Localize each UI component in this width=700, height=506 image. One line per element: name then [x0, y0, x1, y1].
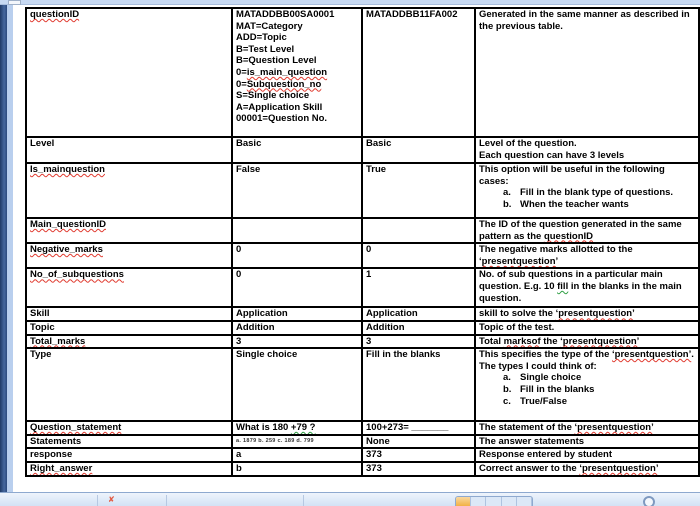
cell-Main_questionID-description[interactable]: [475, 218, 699, 243]
text-line: [236, 422, 358, 434]
text-segment: Topic: [30, 321, 55, 333]
question-details-table: [25, 7, 700, 477]
table-row: [26, 163, 699, 218]
table-row: [26, 268, 699, 307]
text-line: [366, 349, 471, 361]
text-line: [366, 9, 471, 21]
misspelled-text: questionID: [543, 230, 594, 242]
cell-No_of_subquestions-question2[interactable]: [362, 268, 475, 307]
list-marker: a.: [503, 372, 511, 384]
text-line: [366, 138, 471, 150]
cell-response-question2[interactable]: [362, 448, 475, 462]
cell-Negative_marks-question1[interactable]: [232, 243, 362, 268]
status-bar: [0, 492, 700, 506]
text-line: [236, 436, 358, 447]
view-print-layout-button[interactable]: [456, 497, 471, 506]
status-separator: [166, 495, 167, 506]
text-segment: When the teacher wants: [520, 198, 629, 210]
misspelled-text: Question_statement: [30, 422, 122, 434]
text-segment: No. of sub questions in a particular main question. E.g. 10: [479, 269, 663, 292]
text-segment: Basic: [366, 138, 392, 149]
text-line: [479, 9, 695, 32]
text-segment: 1: [366, 269, 372, 281]
cell-Statements-description[interactable]: [475, 435, 699, 449]
window-left-border: [0, 0, 7, 494]
text-segment: The types I could think of:: [479, 360, 597, 372]
text-segment: Statements: [30, 435, 82, 447]
cell-Is_mainquestion-question2[interactable]: [362, 163, 475, 218]
text-segment: This specifies the type of the: [479, 349, 613, 361]
cell-questionID-question1[interactable]: [232, 8, 362, 137]
text-segment: What is 180: [236, 422, 291, 434]
cell-Question_statement-question2[interactable]: [362, 421, 475, 435]
cell-questionID-question2[interactable]: [362, 8, 475, 137]
text-line: [479, 349, 695, 361]
text-line: [479, 138, 695, 150]
text-line: [366, 269, 471, 281]
text-segment: Application: [366, 308, 418, 320]
text-segment: Basic: [236, 138, 262, 149]
view-draft-button[interactable]: [517, 497, 532, 506]
text-segment: MAT=Category: [236, 20, 303, 32]
misspelled-text: ‘presentquestion’: [612, 349, 692, 361]
cell-Level-question1[interactable]: [232, 137, 362, 163]
table-row: [26, 462, 699, 476]
misspelled-text: +79 ?: [290, 422, 316, 434]
text-segment: Level of the question.: [479, 138, 577, 149]
cell-Main_questionID-question2[interactable]: [362, 218, 475, 243]
table-row: [26, 435, 699, 449]
cell-response-description[interactable]: [475, 448, 699, 462]
cell-Level-description[interactable]: [475, 137, 699, 163]
text-segment: 3: [236, 335, 242, 347]
text-segment: 00001=Question No.: [236, 113, 328, 125]
text-segment: True/False: [520, 395, 567, 407]
text-line: [30, 322, 228, 334]
text-line: [236, 138, 358, 150]
cell-Main_questionID-question1[interactable]: [232, 218, 362, 243]
cell-Level-field[interactable]: [26, 137, 232, 163]
text-segment: Topic of the test.: [479, 321, 555, 333]
text-segment: the: [540, 335, 561, 347]
text-line: [30, 463, 228, 475]
text-segment: None: [366, 435, 390, 447]
text-line: [30, 269, 228, 281]
text-segment: MATADDBB11FA002: [366, 9, 458, 20]
text-segment: Generated in the same manner as described in the previous table.: [479, 9, 690, 32]
text-segment: b: [236, 462, 242, 474]
text-line: [366, 164, 471, 176]
text-line: [479, 449, 695, 461]
cell-questionID-field[interactable]: [26, 8, 232, 137]
text-segment: a: [236, 449, 242, 461]
cell-Type-description[interactable]: [475, 348, 699, 421]
text-line: [236, 32, 358, 44]
cell-Main_questionID-field[interactable]: [26, 218, 232, 243]
table-row: [26, 307, 699, 321]
text-line: [479, 361, 695, 373]
text-segment: 0=: [236, 78, 247, 90]
misspelled-text: Total_marks: [30, 335, 86, 347]
text-segment: 0: [236, 244, 242, 256]
text-segment: 0: [366, 244, 372, 256]
cell-Skill-field[interactable]: [26, 307, 232, 321]
misspelled-text: fill: [557, 280, 569, 292]
cell-Question_statement-description[interactable]: [475, 421, 699, 435]
text-segment: Application: [236, 308, 288, 320]
text-segment: Fill in the blank type of questions.: [520, 187, 674, 199]
text-segment: Total: [479, 335, 504, 347]
text-line: [479, 164, 695, 187]
text-segment: B=Test Level: [236, 43, 295, 55]
cell-Type-question2[interactable]: [362, 348, 475, 421]
text-segment: Fill in the blanks: [520, 383, 595, 395]
text-line: [236, 9, 358, 21]
cell-Topic-field[interactable]: [26, 321, 232, 335]
text-line: [479, 244, 695, 267]
table-row: [26, 218, 699, 243]
text-line: [236, 463, 358, 475]
misspelled-text: Is_mainquestion: [30, 164, 105, 175]
text-segment: 373: [366, 449, 382, 461]
misspelled-text: Right_answer: [30, 462, 93, 474]
view-web-layout-button[interactable]: [486, 497, 501, 506]
text-segment: ADD=Topic: [236, 32, 287, 44]
status-separator: [303, 495, 304, 506]
text-segment: S=Single choice: [236, 90, 310, 102]
text-segment: response: [30, 449, 73, 461]
text-line: [503, 199, 695, 211]
text-line: [30, 164, 228, 176]
text-segment: Response entered by student: [479, 449, 613, 461]
text-line: [30, 336, 228, 348]
text-line: [366, 244, 471, 256]
text-line: [479, 463, 695, 475]
text-segment: MATADDBB00SA0001: [236, 9, 335, 20]
text-line: [503, 372, 695, 384]
table-row: [26, 348, 699, 421]
misspelled-text: Negative_marks: [30, 244, 103, 256]
list-marker: a.: [503, 187, 511, 199]
text-segment: B=Question Level: [236, 55, 317, 67]
cell-Negative_marks-question2[interactable]: [362, 243, 475, 268]
misspelled-text: ‘presentquestion’: [555, 308, 635, 320]
text-line: [479, 322, 695, 334]
text-segment: The answer statements: [479, 435, 585, 447]
text-segment: The statement of the: [479, 422, 575, 434]
list-marker: b.: [503, 383, 512, 395]
text-line: [30, 219, 228, 231]
text-line: [366, 336, 471, 348]
zoom-slider-knob[interactable]: [643, 496, 655, 506]
text-line: [236, 67, 358, 79]
text-segment: Correct answer to the: [479, 462, 580, 474]
text-line: [236, 113, 358, 125]
misspelled-text: ‘presentquestion’: [560, 335, 640, 347]
text-line: [366, 463, 471, 475]
text-line: [30, 436, 228, 448]
text-segment: Type: [30, 349, 52, 361]
cell-response-question1[interactable]: [232, 448, 362, 462]
text-line: [503, 384, 695, 396]
text-line: [503, 396, 695, 408]
text-segment: Addition: [366, 321, 405, 333]
cell-Is_mainquestion-description[interactable]: [475, 163, 699, 218]
misspelled-text: ‘presentquestion’: [579, 462, 659, 474]
text-segment: Fill in the blanks: [366, 349, 441, 361]
misspelled-text: ‘presentquestion’: [574, 422, 654, 434]
text-line: [479, 269, 695, 304]
text-line: [236, 79, 358, 91]
text-line: [366, 449, 471, 461]
view-full-screen-reading-button[interactable]: [471, 497, 486, 506]
text-line: [503, 187, 695, 199]
text-segment: Single choice: [236, 349, 298, 361]
cell-Question_statement-field[interactable]: [26, 421, 232, 435]
table-row: [26, 335, 699, 349]
doc-table-body: [26, 8, 699, 476]
view-outline-button[interactable]: [502, 497, 517, 506]
misspelled-text: marksof: [503, 335, 541, 347]
text-segment: 100+273= _______: [366, 422, 449, 434]
text-line: [236, 336, 358, 348]
cell-No_of_subquestions-question1[interactable]: [232, 268, 362, 307]
text-line: [236, 449, 358, 461]
text-line: [30, 422, 228, 434]
text-line: [236, 21, 358, 33]
misspelled-text: ‘presentquestion’: [479, 255, 559, 267]
text-segment: Each question can have 3 levels: [479, 149, 625, 161]
text-segment: True: [366, 164, 387, 175]
text-segment: The negative marks allotted to the: [479, 244, 633, 256]
cell-Skill-question1[interactable]: [232, 307, 362, 321]
text-line: [30, 244, 228, 256]
cell-response-field[interactable]: [26, 448, 232, 462]
cell-Total_marks-question1[interactable]: [232, 335, 362, 349]
text-line: [236, 244, 358, 256]
cell-Topic-description[interactable]: [475, 321, 699, 335]
list-marker: c.: [503, 395, 511, 407]
text-line: [236, 55, 358, 67]
view-buttons-group: [455, 496, 533, 506]
cell-Right_answer-question1[interactable]: [232, 462, 362, 476]
cell-Total_marks-description[interactable]: [475, 335, 699, 349]
cell-Skill-description[interactable]: [475, 307, 699, 321]
text-line: [479, 150, 695, 162]
proofing-error-icon[interactable]: ✘: [108, 495, 115, 504]
text-line: [236, 90, 358, 102]
misspelled-text: No_of_subquestions: [30, 269, 124, 281]
text-line: [479, 308, 695, 320]
text-line: [236, 102, 358, 114]
text-line: [479, 422, 695, 434]
cell-Statements-question1[interactable]: [232, 435, 362, 449]
cell-Statements-question2[interactable]: [362, 435, 475, 449]
table-row: [26, 243, 699, 268]
table-row: [26, 448, 699, 462]
status-separator: [97, 495, 98, 506]
text-segment: 0: [236, 269, 242, 281]
text-segment: a. 1879 b. 259 c. 189 d. 799: [236, 437, 314, 444]
text-segment: The ID of the question generated in the same pattern as the: [479, 219, 682, 242]
text-segment: 373: [366, 462, 382, 474]
text-segment: skill to solve the: [479, 308, 556, 320]
table-row: [26, 8, 699, 137]
cell-Negative_marks-field[interactable]: [26, 243, 232, 268]
cell-Skill-question2[interactable]: [362, 307, 475, 321]
text-segment: False: [236, 164, 261, 175]
text-line: [366, 322, 471, 334]
cell-Total_marks-question2[interactable]: [362, 335, 475, 349]
cell-Question_statement-question1[interactable]: [232, 421, 362, 435]
text-segment: Addition: [236, 321, 275, 333]
text-line: [366, 436, 471, 448]
table-row: [26, 137, 699, 163]
text-line: [479, 436, 695, 448]
text-line: [479, 219, 695, 242]
text-line: [236, 164, 358, 176]
cell-Level-question2[interactable]: [362, 137, 475, 163]
cell-Topic-question1[interactable]: [232, 321, 362, 335]
text-segment: Level: [30, 138, 55, 149]
text-line: [236, 322, 358, 334]
cell-Is_mainquestion-question1[interactable]: [232, 163, 362, 218]
cell-Topic-question2[interactable]: [362, 321, 475, 335]
text-line: [30, 449, 228, 461]
table-row: [26, 321, 699, 335]
cell-Right_answer-question2[interactable]: [362, 462, 475, 476]
text-segment: 0=: [236, 66, 247, 78]
text-line: [236, 349, 358, 361]
text-line: [236, 44, 358, 56]
text-line: [366, 308, 471, 320]
cell-Total_marks-field[interactable]: [26, 335, 232, 349]
cell-Statements-field[interactable]: [26, 435, 232, 449]
cell-No_of_subquestions-field[interactable]: [26, 268, 232, 307]
text-line: [366, 422, 471, 434]
text-segment: 3: [366, 335, 372, 347]
text-line: [30, 138, 228, 150]
cell-Right_answer-description[interactable]: [475, 462, 699, 476]
text-line: [30, 308, 228, 320]
text-segment: This option will be useful in the following cases:: [479, 164, 665, 187]
text-line: [236, 269, 358, 281]
text-segment: Skill: [30, 308, 50, 320]
text-line: [30, 349, 228, 361]
cell-Is_mainquestion-field[interactable]: [26, 163, 232, 218]
text-segment: in the blanks in the main question.: [479, 280, 682, 304]
text-line: [479, 336, 695, 348]
misspelled-text: questionID: [30, 9, 80, 20]
list-marker: b.: [503, 198, 512, 210]
text-segment: A=Application Skill: [236, 101, 323, 113]
misspelled-text: is_main_question: [246, 66, 328, 78]
cell-Negative_marks-description[interactable]: [475, 243, 699, 268]
table-row: [26, 421, 699, 435]
cell-Type-field[interactable]: [26, 348, 232, 421]
cell-No_of_subquestions-description[interactable]: [475, 268, 699, 307]
text-segment: .: [691, 349, 694, 361]
misspelled-text: Subquestion_no: [246, 78, 322, 90]
cell-Type-question1[interactable]: [232, 348, 362, 421]
misspelled-text: Main_questionID: [30, 219, 107, 230]
document-page[interactable]: [13, 5, 700, 492]
text-line: [236, 308, 358, 320]
cell-Right_answer-field[interactable]: [26, 462, 232, 476]
cell-questionID-description[interactable]: [475, 8, 699, 137]
text-segment: Single choice: [520, 372, 582, 384]
text-line: [30, 9, 228, 21]
